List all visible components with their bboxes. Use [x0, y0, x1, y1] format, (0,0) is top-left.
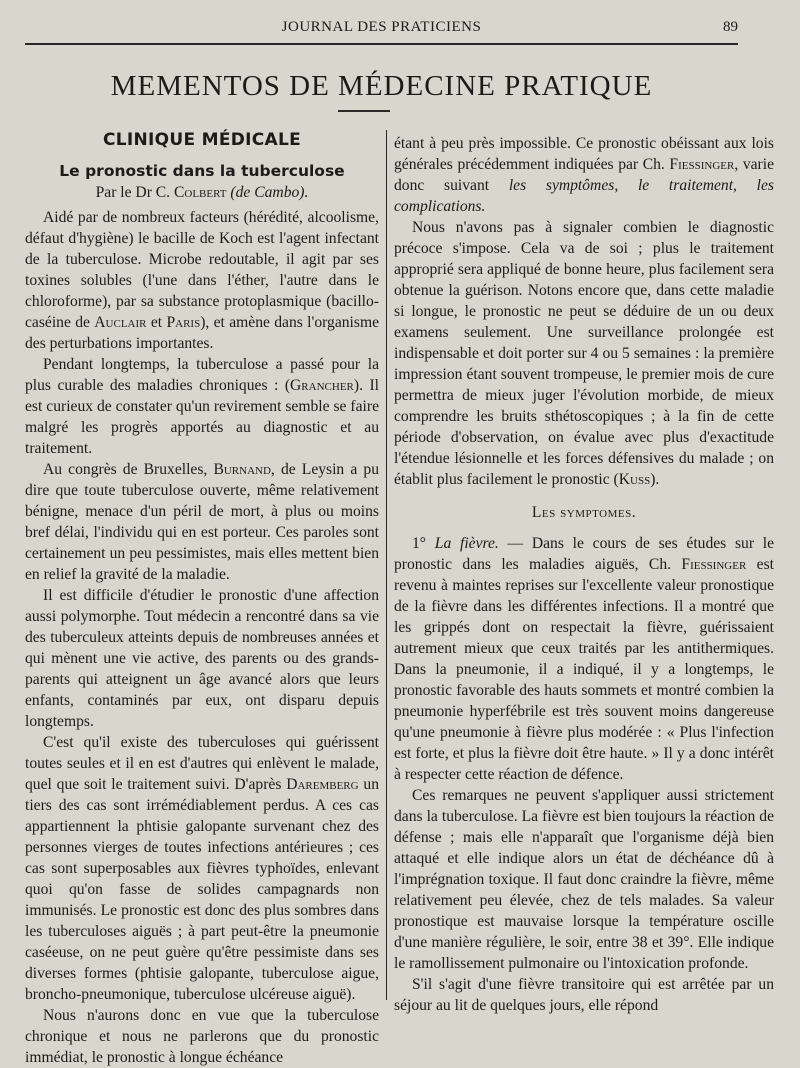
text-run: C'est qu'il existe des tuberculoses qui guérissent toutes seules et il en est d'autres qui enlèvent le malade, quel que soit le traitement suivi. D'après: [25, 734, 379, 793]
text-run: , de Leysin a pu dire que toute tuberculose ouverte, même relativement bénigne, menace d'un péril de mort, à plus ou moins bref délai, l'individu qui en est porteur. Ces paroles sont certainement un peu pessimistes, mais elles mettent bien en relief la gravité de la maladie.: [25, 461, 380, 583]
text-run: Nous n'avons pas à signaler combien le diagnostic précoce s'impose. Cela va de soi ; plus le traitement approprié sera appliqué de bonne heure, plus facilement sera obtenue la guérison. Notons encore que, dans cette maladie si longue, le pronostic ne peut se déduire de un ou deux examens seulement. Une surveillance prolongée est indispensable et doit porter sur 4 ou 5 semaines : la première impression étant souvent trompeuse, le premier mois de cure permettra de mieux juger l'évolution morbide, de mieux comprendre les bruits sthétoscopiques ; à la fin de cette période d'observation, on évalue avec plus d'exactitude l'étendue lésionnelle et les forces défensives du malade ; on établit plus facilement le pronostic (: [394, 219, 774, 488]
paragraph: [25, 354, 379, 459]
text-run: , varie donc suivant: [394, 156, 774, 194]
text-run: est revenu à maintes reprises sur l'excellente valeur pronostique de la fièvre dans les différentes infections. Il a montré que les grippés dont on respectait la fièvre, guérissaient autrement mieux que ceux traités par les antithermiques. Dans la pneumonie, il a indiqué, il y a longtemps, le pronostic favorable des hauts sommets et montré combien la pneumonie hyperfébrile est très souvent moins dangereuse qu'une pneumonie à fièvre plus modérée : « Plus l'infection est forte, et plus la fièvre doit être haute. » Il y a donc intérêt à respecter cette réaction de défence.: [394, 556, 774, 783]
paragraph: Il est difficile d'étudier le pronostic d'une affection aussi polymorphe. Tout médecin a rencontré dans sa vie des tuberculeux atteints depuis de nombreuses années et qui mènent une vie active, des parents ou des grands-parents qui atteignent un âge avancé alors que leurs enfants, contaminés par eux, ont disparu depuis longtemps.: [25, 587, 379, 730]
paragraph: S'il s'agit d'une fièvre transitoire qui est arrêtée par un séjour au lit de quelques jours, elle répond: [394, 976, 774, 1014]
paragraph: [394, 533, 774, 785]
column-divider: [386, 130, 387, 1000]
author-name: Fiessinger: [669, 156, 735, 173]
section-title: MEMENTOS DE MÉDECINE PRATIQUE: [110, 70, 653, 102]
byline: [25, 182, 379, 203]
paragraph: [394, 217, 774, 490]
text-run: ). Il est curieux de constater qu'un revirement semble se faire malgré les progrès apportés au diagnostic et au traitement.: [25, 377, 379, 457]
byline-place: (de Cambo).: [230, 184, 309, 201]
journal-title: JOURNAL DES PRATICIENS: [281, 19, 482, 35]
text-run: — Dans le cours de ses études sur le pronostic dans les maladies aiguës, Ch.: [394, 535, 775, 573]
author-name: Grancher: [290, 377, 354, 394]
running-header: [25, 17, 738, 45]
paragraph: Ces remarques ne peuvent s'appliquer aussi strictement dans la tuberculose. La fièvre est bien toujours la réaction de défense ; mais elle n'apparaît que l'organisme déjà bien attaqué et elle indique alors un état de déchéance dû à l'imprégnation toxique. Il faut donc craindre la fièvre, même relativement peu élevée, chez de tels malades. Sa valeur pronostique est mauvaise lorsque la température oscille d'une manière régulière, le soir, entre 38 et 39°. Elle indique le ramollissement pulmonaire ou l'intoxication profonde.: [394, 787, 774, 972]
paragraph: [394, 133, 774, 217]
text-run: Pendant longtemps, la tuberculose a passé pour la plus curable des maladies chroniques : (: [25, 356, 379, 394]
author-name: Paris: [166, 314, 201, 331]
byline-author: Colbert: [173, 184, 227, 201]
text-run: ), et amène dans l'organisme des perturbations importantes.: [25, 314, 379, 352]
author-name: Auclair: [94, 314, 147, 331]
paragraph: [25, 459, 379, 585]
author-name: Burnand: [213, 461, 271, 478]
text-run: ).: [650, 471, 660, 488]
paragraph: Nous n'aurons donc en vue que la tuberculose chronique et nous ne parlerons que du pronostic immédiat, le pronostic à longue échéance: [25, 1007, 379, 1066]
author-name: Daremberg: [286, 776, 359, 793]
article-title: Le pronostic dans la tuberculose: [59, 162, 345, 180]
italic-text: La fièvre.: [434, 535, 499, 552]
right-column: [394, 133, 774, 1016]
paragraph: [25, 207, 379, 354]
list-number: 1°: [412, 535, 435, 552]
text-run: étant à peu près impossible. Ce pronostic obéissant aux lois générales précédemment indiquées par Ch.: [394, 135, 774, 173]
author-name: Kuss: [618, 471, 651, 488]
text-run: un tiers des cas sont irrémédiablement perdus. A ces cas appartiennent la phtisie galopante survenant chez des personnes vierges de toutes infections antérieures ; ces cas sont superposables aux fièvres typhoïdes, enlevant quoi qu'on fasse de solides campagnards non immunisés. Le pronostic est donc des plus sombres dans les tuberculoses aiguës ; à part peut-être la pneumonie caséeuse, on ne peut guère qu'être pessimiste dans ses diverses formes (phtisie galopante, tuberculose aigue, broncho-pneumonique, tuberculose ulcéreuse aiguë).: [25, 776, 379, 1003]
text-run: Au congrès de Bruxelles,: [43, 461, 214, 478]
left-column: [25, 130, 379, 1068]
sub-heading: Les symptomes.: [531, 504, 637, 521]
text-run: et: [146, 314, 167, 331]
title-rule: [338, 110, 390, 112]
page-number: 89: [723, 19, 738, 35]
author-name: Fiessinger: [681, 556, 747, 573]
italic-text: les symptômes, le traitement, les complications.: [394, 177, 774, 215]
byline-prefix: Par le Dr C.: [95, 184, 174, 201]
rubric-heading: CLINIQUE MÉDICALE: [102, 130, 302, 150]
text-run: Aidé par de nombreux facteurs (hérédité, alcoolisme, défaut d'hygiène) le bacille de Koch est l'agent infectant de la tuberculose. Microbe redoutable, il agit par ses toxines solubles (l'une dans l'éther, l'autre dans le chloroforme), par sa substance protoplasmique (bacillo-caséine de: [25, 209, 379, 331]
paragraph: [25, 732, 379, 1005]
